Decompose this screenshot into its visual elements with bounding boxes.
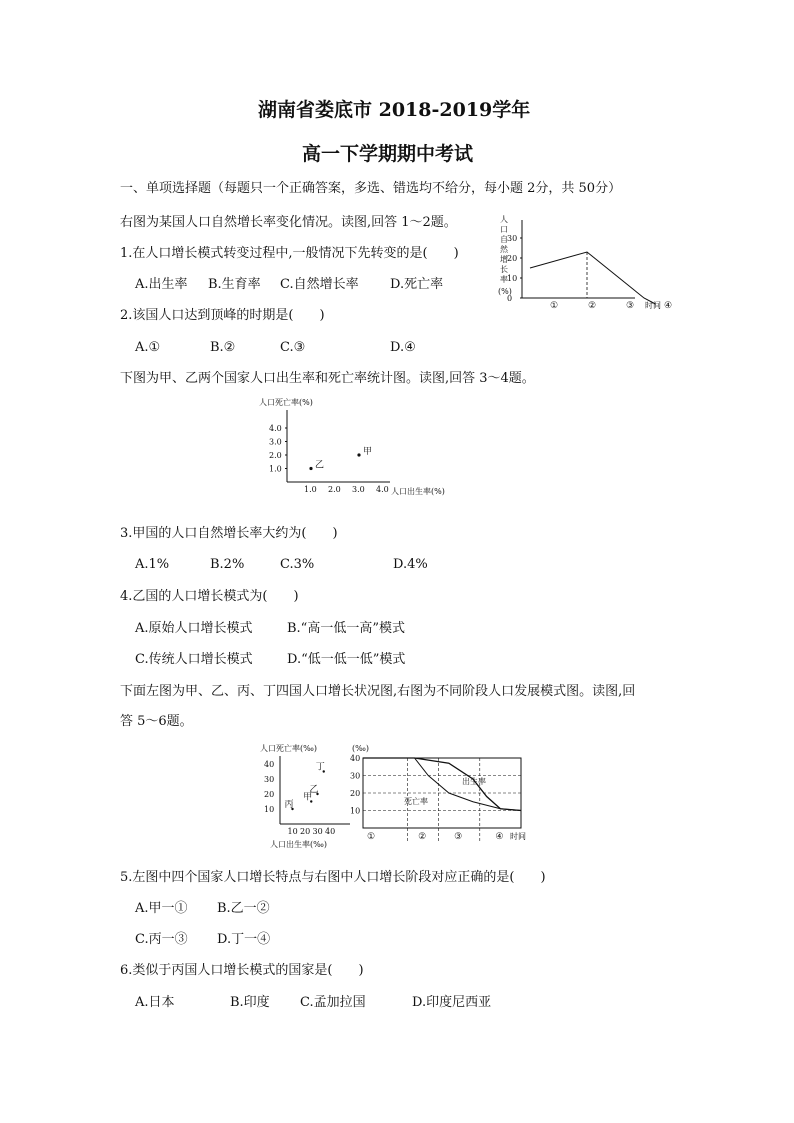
stage-label: ③ [454, 832, 463, 842]
chart-transition-stages [350, 740, 530, 845]
y-tick-label: 20 [350, 789, 361, 798]
x-tick-label: 2.0 [328, 485, 341, 494]
ylabel-unit: (%) [498, 287, 512, 296]
series-line [530, 252, 655, 304]
y-tick-label: 30 [350, 771, 361, 781]
q6-option-b: B.印度 [230, 995, 270, 1010]
q1-option-a: A.出生率 [135, 277, 188, 292]
data-point [357, 453, 360, 456]
y-axis-label: 人口死亡率(%) [259, 398, 313, 407]
y-tick-label: 10 [264, 805, 275, 814]
y-axis-label: (‰) [352, 744, 369, 753]
q4-option-b: B.“高一低一高”模式 [287, 621, 405, 636]
y-tick-label: 10 [507, 274, 518, 283]
q1-stem: 1.在人口增长模式转变过程中,一般情况下先转变的是( ) [120, 246, 459, 261]
q5-option-a: A.甲一① [135, 901, 188, 916]
ylabel-char: 人 [500, 215, 508, 224]
ylabel-char: 然 [500, 245, 508, 254]
chart-birth-death-2 [258, 740, 361, 852]
stage-label: ④ [495, 832, 504, 842]
y-tick-label: 3.0 [269, 437, 282, 447]
birth-rate-line [363, 758, 521, 811]
q2-option-d: D.④ [390, 340, 416, 355]
intro-q5-6-line1: 下面左图为甲、乙、丙、丁四国人口增长状况图,右图为不同阶段人口发展模式图。读图,回 [120, 684, 636, 699]
q5-option-b: B.乙一② [217, 901, 270, 916]
exam-subtitle: 高一下学期期中考试 [302, 143, 474, 165]
q4-stem: 4.乙国的人口增长模式为( ) [120, 589, 299, 604]
q6-option-a: A.日本 [135, 995, 175, 1010]
point-label: 乙 [315, 460, 325, 471]
q3-option-d: D.4% [393, 557, 428, 572]
q3-option-c: C.3% [280, 557, 315, 572]
exam-title: 湖南省娄底市 2018-2019学年 [258, 99, 531, 121]
y-tick-label: 20 [264, 790, 275, 799]
point-label: 甲 [303, 792, 313, 803]
x-tick-label: 3.0 [352, 485, 365, 494]
ylabel-char: 自 [500, 235, 508, 244]
birth-rate-label: 出生率 [462, 777, 486, 786]
y-tick-label: 4.0 [269, 424, 282, 433]
x-axis-label: 人口出生率(‰) [270, 840, 327, 849]
q6-option-c: C.孟加拉国 [300, 995, 366, 1010]
y-tick-label: 40 [264, 760, 275, 769]
x-tick-label: ② [588, 301, 597, 311]
ylabel-char: 率 [500, 275, 508, 284]
point-label: 甲 [363, 447, 373, 457]
ylabel-char: 口 [500, 225, 508, 234]
y-tick-label: 0 [507, 294, 513, 303]
q2-stem: 2.该国人口达到顶峰的时期是( ) [120, 308, 325, 323]
data-point [309, 467, 312, 470]
q2-option-b: B.② [210, 340, 236, 355]
q5-option-c: C.丙一③ [135, 932, 188, 947]
x-tick-label: 4.0 [376, 485, 389, 494]
x-tick-label: ③ [626, 301, 635, 311]
q1-option-d: D.死亡率 [390, 277, 444, 292]
q5-option-d: D.丁一④ [217, 932, 271, 947]
death-rate-line [363, 758, 521, 811]
intro-q5-6-line2: 答 5～6题。 [120, 714, 193, 729]
x-tick-label: 40 [325, 827, 336, 836]
q3-option-a: A.1% [135, 557, 170, 572]
q6-option-d: D.印度尼西亚 [412, 995, 492, 1010]
y-tick-label: 30 [507, 234, 518, 243]
x-tick-label: ① [550, 301, 559, 311]
stage-label: ② [418, 832, 427, 842]
q2-option-c: C.③ [280, 340, 306, 355]
ylabel-char: 增 [500, 255, 508, 264]
section-heading: 一、单项选择题（每题只一个正确答案，多选、错选均不给分，每小题 2分，共 50分） [120, 181, 622, 196]
intro-q3-4: 下图为甲、乙两个国家人口出生率和死亡率统计图。读图,回答 3～4题。 [120, 371, 535, 386]
q1-option-b: B.生育率 [208, 277, 261, 292]
death-rate-label: 死亡率 [404, 797, 428, 806]
q5-stem: 5.左图中四个国家人口增长特点与右图中人口增长阶段对应正确的是( ) [120, 870, 546, 885]
q2-option-a: A.① [135, 340, 161, 355]
intro-q1-2: 右图为某国人口自然增长率变化情况。读图,回答 1～2题。 [120, 215, 457, 230]
q4-option-a: A.原始人口增长模式 [135, 621, 253, 636]
x-tick-label: 30 [312, 827, 323, 836]
y-tick-label: 20 [507, 254, 518, 263]
ylabel-char: 长 [500, 265, 508, 274]
chart-birth-death-1 [255, 395, 465, 500]
x-axis-label: 时间 [645, 301, 661, 310]
stage-label: ① [367, 832, 376, 842]
q1-option-c: C.自然增长率 [280, 277, 359, 292]
x-tick-label: 20 [300, 827, 311, 836]
chart-growth-rate [495, 210, 680, 315]
y-tick-label: 30 [264, 775, 275, 784]
y-tick-label: 2.0 [269, 451, 282, 460]
y-tick-label: 1.0 [269, 464, 282, 474]
plot-frame [363, 758, 521, 828]
y-tick-label: 10 [350, 806, 361, 816]
point-label: 丙 [284, 800, 294, 810]
q4-option-d: D.“低一低一低”模式 [287, 652, 406, 667]
q4-option-c: C.传统人口增长模式 [135, 652, 253, 667]
y-axis-label: 人口死亡率(‰) [260, 744, 317, 753]
q3-stem: 3.甲国的人口自然增长率大约为( ) [120, 526, 338, 541]
point-label: 丁 [315, 762, 325, 773]
x-axis-label: 时间 [510, 832, 526, 841]
x-tick-label: ④ [664, 301, 673, 311]
point-label: 乙 [309, 785, 319, 795]
x-tick-label: 10 [287, 827, 298, 836]
x-axis-label: 人口出生率(%) [391, 487, 445, 496]
x-tick-label: 1.0 [304, 485, 317, 494]
q3-option-b: B.2% [210, 557, 245, 572]
q6-stem: 6.类似于丙国人口增长模式的国家是( ) [120, 963, 364, 978]
y-tick-label: 40 [350, 754, 361, 763]
